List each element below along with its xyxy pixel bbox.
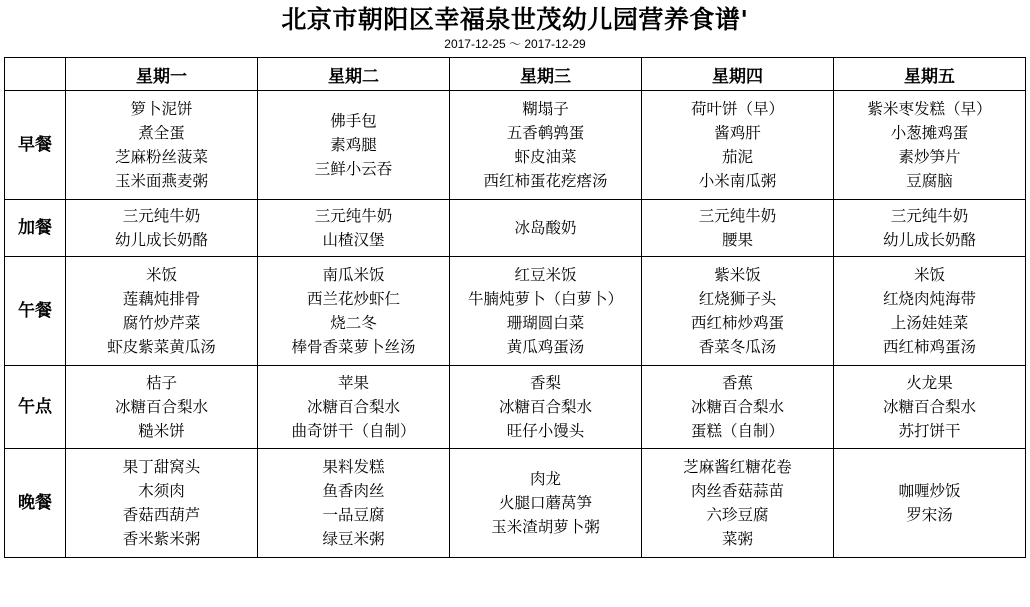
menu-page	[0, 5, 1030, 607]
dish-item: 六珍豆腐	[706, 506, 769, 524]
meal-cell-breakfast-friday	[834, 91, 1026, 200]
meal-cell-lunch-thursday	[642, 257, 834, 366]
dish-item: 小葱摊鸡蛋	[890, 124, 969, 142]
dish-item: 三元纯牛奶	[698, 207, 777, 225]
dish-item: 紫米枣发糕（早）	[867, 100, 992, 118]
day-header-tuesday: 星期二	[258, 58, 450, 91]
dish-item: 虾皮油菜	[514, 148, 577, 166]
dish-item: 旺仔小馒头	[506, 422, 585, 440]
row-label-afternoon-snack: 午点	[5, 366, 66, 449]
dish-item: 果丁甜窝头	[122, 458, 201, 476]
meal-cell-breakfast-tuesday	[258, 91, 450, 200]
meal-cell-afternoon-monday	[66, 366, 258, 449]
dish-item: 曲奇饼干（自制）	[291, 422, 416, 440]
dish-item: 绿豆米粥	[322, 530, 385, 548]
dish-item: 箩卜泥饼	[130, 100, 193, 118]
dish-item: 小米南瓜粥	[698, 172, 777, 190]
dish-item: 香米紫米粥	[122, 530, 201, 548]
dish-item: 三元纯牛奶	[314, 207, 393, 225]
meal-cell-snack-friday	[834, 200, 1026, 257]
meal-cell-snack-wednesday	[450, 200, 642, 257]
dish-item: 火腿口蘑莴笋	[498, 494, 592, 512]
dish-item: 罗宋汤	[906, 506, 953, 524]
dish-item: 佛手包	[330, 112, 377, 130]
dish-item: 西红柿蛋花疙瘩汤	[483, 172, 608, 190]
dish-item: 糊塌子	[522, 100, 569, 118]
dish-item: 棒骨香菜萝卜丝汤	[291, 338, 416, 356]
dish-item: 冰糖百合梨水	[306, 398, 400, 416]
dish-item: 腐竹炒芹菜	[122, 314, 201, 332]
dish-item: 蛋糕（自制）	[690, 422, 784, 440]
dish-item: 玉米渣胡萝卜粥	[491, 518, 600, 536]
meal-cell-lunch-friday	[834, 257, 1026, 366]
meal-cell-dinner-wednesday	[450, 449, 642, 558]
meal-cell-snack-monday	[66, 200, 258, 257]
meal-cell-lunch-wednesday	[450, 257, 642, 366]
dish-item: 芝麻粉丝菠菜	[114, 148, 208, 166]
dish-item: 素炒笋片	[898, 148, 961, 166]
meal-cell-afternoon-wednesday	[450, 366, 642, 449]
meal-cell-breakfast-monday	[66, 91, 258, 200]
dish-item: 三元纯牛奶	[122, 207, 201, 225]
table-header-row	[5, 58, 1026, 91]
meal-cell-lunch-monday	[66, 257, 258, 366]
dish-item: 烧二冬	[330, 314, 377, 332]
page-title: 北京市朝阳区幸福泉世茂幼儿园营养食谱'	[281, 5, 749, 34]
dish-item: 糙米饼	[138, 422, 185, 440]
dish-item: 三鲜小云吞	[314, 160, 393, 178]
meal-cell-afternoon-friday	[834, 366, 1026, 449]
row-label-lunch: 午餐	[5, 257, 66, 366]
dish-item: 红豆米饭	[514, 266, 577, 284]
meal-cell-breakfast-thursday	[642, 91, 834, 200]
day-header-wednesday: 星期三	[450, 58, 642, 91]
dish-item: 五香鹌鹑蛋	[506, 124, 585, 142]
weekly-menu-table	[4, 57, 1026, 558]
dish-item: 肉丝香菇蒜苗	[690, 482, 784, 500]
dish-item: 西兰花炒虾仁	[306, 290, 400, 308]
dish-item: 茄泥	[721, 148, 753, 166]
meal-cell-snack-tuesday	[258, 200, 450, 257]
row-label-morning-snack: 加餐	[5, 200, 66, 257]
dish-item: 红烧肉炖海带	[882, 290, 976, 308]
dish-item: 苏打饼干	[898, 422, 961, 440]
dish-item: 幼儿成长奶酪	[114, 231, 208, 249]
meal-cell-lunch-tuesday	[258, 257, 450, 366]
dish-item: 莲藕炖排骨	[122, 290, 201, 308]
dish-item: 芝麻酱红糖花卷	[683, 458, 792, 476]
dish-item: 幼儿成长奶酪	[882, 231, 976, 249]
table-row	[5, 200, 1026, 257]
meal-cell-afternoon-tuesday	[258, 366, 450, 449]
meal-cell-breakfast-wednesday	[450, 91, 642, 200]
dish-item: 西红柿鸡蛋汤	[882, 338, 976, 356]
table-body	[5, 91, 1026, 558]
day-header-monday: 星期一	[66, 58, 258, 91]
dish-item: 菜粥	[721, 530, 753, 548]
dish-item: 腰果	[721, 231, 753, 249]
table-row	[5, 257, 1026, 366]
dish-item: 豆腐脑	[906, 172, 953, 190]
dish-item: 冰岛酸奶	[514, 219, 577, 237]
row-label-breakfast: 早餐	[5, 91, 66, 200]
dish-item: 米饭	[913, 266, 945, 284]
dish-item: 咖喱炒饭	[898, 482, 961, 500]
dish-item: 西红柿炒鸡蛋	[690, 314, 784, 332]
dish-item: 冰糖百合梨水	[690, 398, 784, 416]
meal-cell-afternoon-thursday	[642, 366, 834, 449]
dish-item: 香菇西葫芦	[122, 506, 201, 524]
dish-item: 牛腩炖萝卜（白萝卜）	[467, 290, 623, 308]
dish-item: 苹果	[337, 374, 369, 392]
dish-item: 山楂汉堡	[322, 231, 385, 249]
dish-item: 紫米饭	[714, 266, 761, 284]
dish-item: 酱鸡肝	[714, 124, 761, 142]
dish-item: 素鸡腿	[330, 136, 377, 154]
dish-item: 三元纯牛奶	[890, 207, 969, 225]
dish-item: 玉米面燕麦粥	[114, 172, 208, 190]
dish-item: 果料发糕	[322, 458, 385, 476]
dish-item: 上汤娃娃菜	[890, 314, 969, 332]
meal-cell-dinner-monday	[66, 449, 258, 558]
dish-item: 桔子	[145, 374, 177, 392]
day-header-friday: 星期五	[834, 58, 1026, 91]
day-header-thursday: 星期四	[642, 58, 834, 91]
dish-item: 煮全蛋	[138, 124, 185, 142]
dish-item: 红烧狮子头	[698, 290, 777, 308]
dish-item: 香梨	[529, 374, 561, 392]
dish-item: 荷叶饼（早）	[690, 100, 784, 118]
meal-cell-dinner-friday	[834, 449, 1026, 558]
date-range: 2017-12-25 ～ 2017-12-29	[444, 37, 586, 51]
dish-item: 虾皮紫菜黄瓜汤	[107, 338, 216, 356]
dish-item: 冰糖百合梨水	[114, 398, 208, 416]
dish-item: 黄瓜鸡蛋汤	[506, 338, 585, 356]
dish-item: 珊瑚圆白菜	[506, 314, 585, 332]
dish-item: 冰糖百合梨水	[882, 398, 976, 416]
dish-item: 肉龙	[529, 470, 561, 488]
dish-item: 木须肉	[138, 482, 185, 500]
dish-item: 冰糖百合梨水	[498, 398, 592, 416]
dish-item: 南瓜米饭	[322, 266, 385, 284]
table-row	[5, 366, 1026, 449]
meal-cell-dinner-tuesday	[258, 449, 450, 558]
table-row	[5, 449, 1026, 558]
dish-item: 一品豆腐	[322, 506, 385, 524]
meal-cell-snack-thursday	[642, 200, 834, 257]
meal-cell-dinner-thursday	[642, 449, 834, 558]
dish-item: 米饭	[145, 266, 177, 284]
dish-item: 鱼香肉丝	[322, 482, 385, 500]
corner-cell	[5, 58, 66, 91]
dish-item: 火龙果	[906, 374, 953, 392]
row-label-dinner: 晚餐	[5, 449, 66, 558]
table-row	[5, 91, 1026, 200]
dish-item: 香菜冬瓜汤	[698, 338, 777, 356]
dish-item: 香蕉	[721, 374, 753, 392]
